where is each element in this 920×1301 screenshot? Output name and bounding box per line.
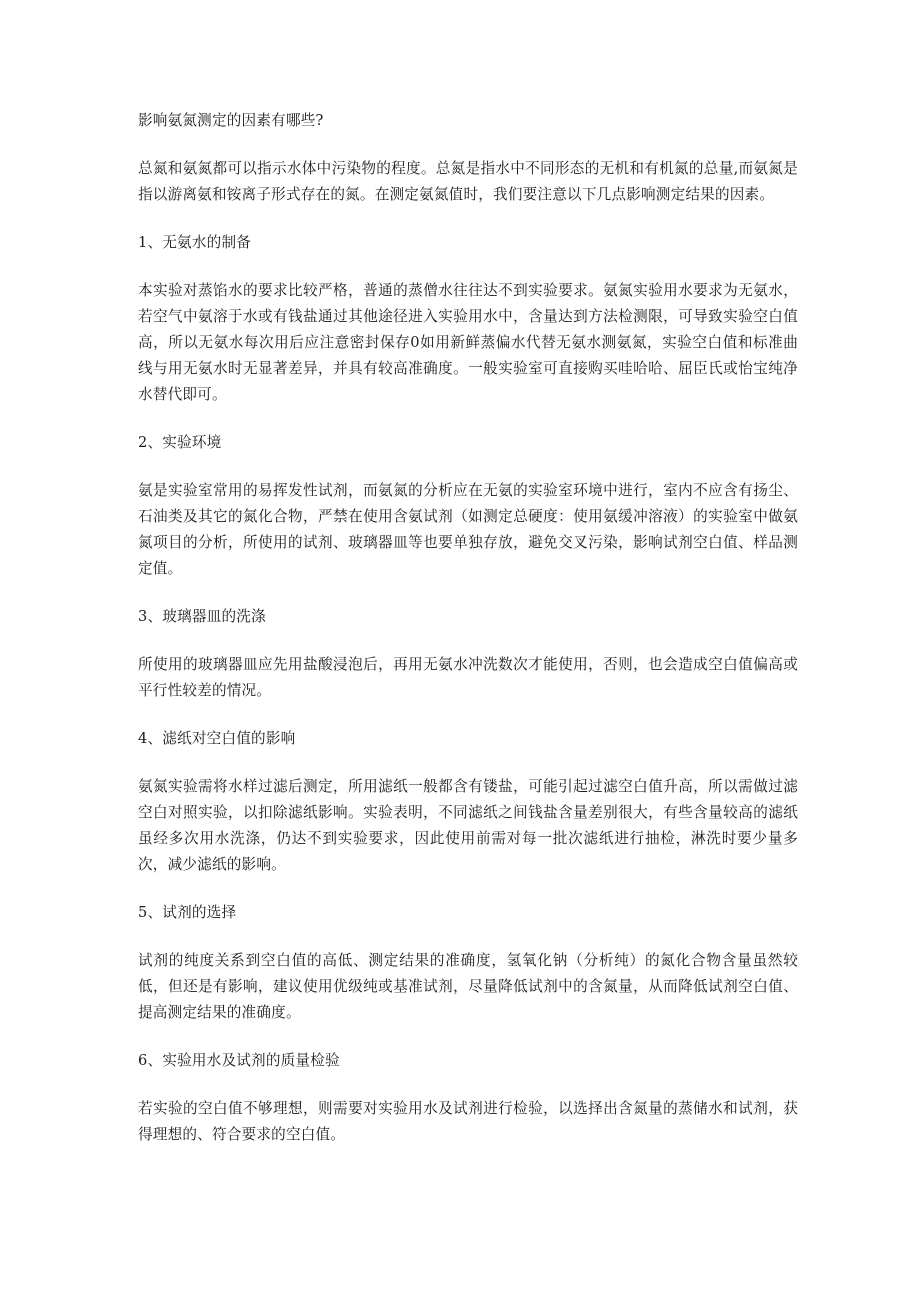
section-heading-5: 5、试剂的选择 xyxy=(138,904,237,921)
section-body-6: 若实验的空白值不够理想，则需要对实验用水及试剂进行检验，以选择出含氮量的蒸储水和试剂，获得理想的、符合要求的空白值。 xyxy=(138,1100,798,1143)
section-heading-2: 2、实验环境 xyxy=(138,434,222,451)
intro-paragraph: 总氮和氨氮都可以指示水体中污染物的程度。总氮是指水中不同形态的无机和有机氮的总量,而氨氮是指以游离氨和铵离子形式存在的氮。在测定氨氮值时，我们要注意以下几点影响测定结果的因素。 xyxy=(138,160,798,203)
section-body-3: 所使用的玻璃器皿应先用盐酸浸泡后，再用无氨水冲洗数次才能使用，否则，也会造成空白值偏高或平行性较差的情况。 xyxy=(138,656,798,699)
document-page xyxy=(138,108,798,1170)
document-title: 影响氨氮测定的因素有哪些? xyxy=(138,112,324,129)
section-heading-6: 6、实验用水及试剂的质量检验 xyxy=(138,1052,340,1069)
section-heading-3: 3、玻璃器皿的洗涤 xyxy=(138,608,266,625)
section-body-4: 氨氮实验需将水样过滤后测定，所用滤纸一般都含有镂盐，可能引起过滤空白值升高，所以需做过滤空白对照实验，以扣除滤纸影响。实验表明，不同滤纸之间钱盐含量差别很大，有些含量较高的滤纸虽经多次用水洗涤，仍达不到实验要求，因此使用前需对每一批次滤纸进行抽检，淋洗时要少量多次，减少滤纸的影响。 xyxy=(138,778,798,873)
section-heading-4: 4、滤纸对空白值的影响 xyxy=(138,730,296,747)
section-heading-1: 1、无氨水的制备 xyxy=(138,234,252,251)
section-body-1: 本实验对蒸馅水的要求比较严格，普通的蒸僧水往往达不到实验要求。氨氮实验用水要求为无氨水，若空气中氨溶于水或有钱盐通过其他途径进入实验用水中，含量达到方法检测限，可导致实验空白值高，所以无氨水每次用后应注意密封保存0如用新鲜蒸偏水代替无氨水测氨氮，实验空白值和标准曲线与用无氨水时无显著差异，并具有较高准确度。一般实验室可直接购买哇哈哈、屈臣氏或怡宝纯净水替代即可。 xyxy=(138,282,798,403)
section-body-2: 氨是实验室常用的易挥发性试剂，而氨氮的分析应在无氨的实验室环境中进行，室内不应含有扬尘、石油类及其它的氮化合物，严禁在使用含氨试剂（如测定总硬度：使用氨缓冲溶液）的实验室中做氨氮项目的分析，所使用的试剂、玻璃器皿等也要单独存放，避免交叉污染，影响试剂空白值、样品测定值。 xyxy=(138,482,798,577)
section-body-5: 试剂的纯度关系到空白值的高低、测定结果的准确度，氢氧化钠（分析纯）的氮化合物含量虽然较低，但还是有影响，建议使用优级纯或基准试剂，尽量降低试剂中的含氮量，从而降低试剂空白值、提高测定结果的准确度。 xyxy=(138,952,798,1021)
